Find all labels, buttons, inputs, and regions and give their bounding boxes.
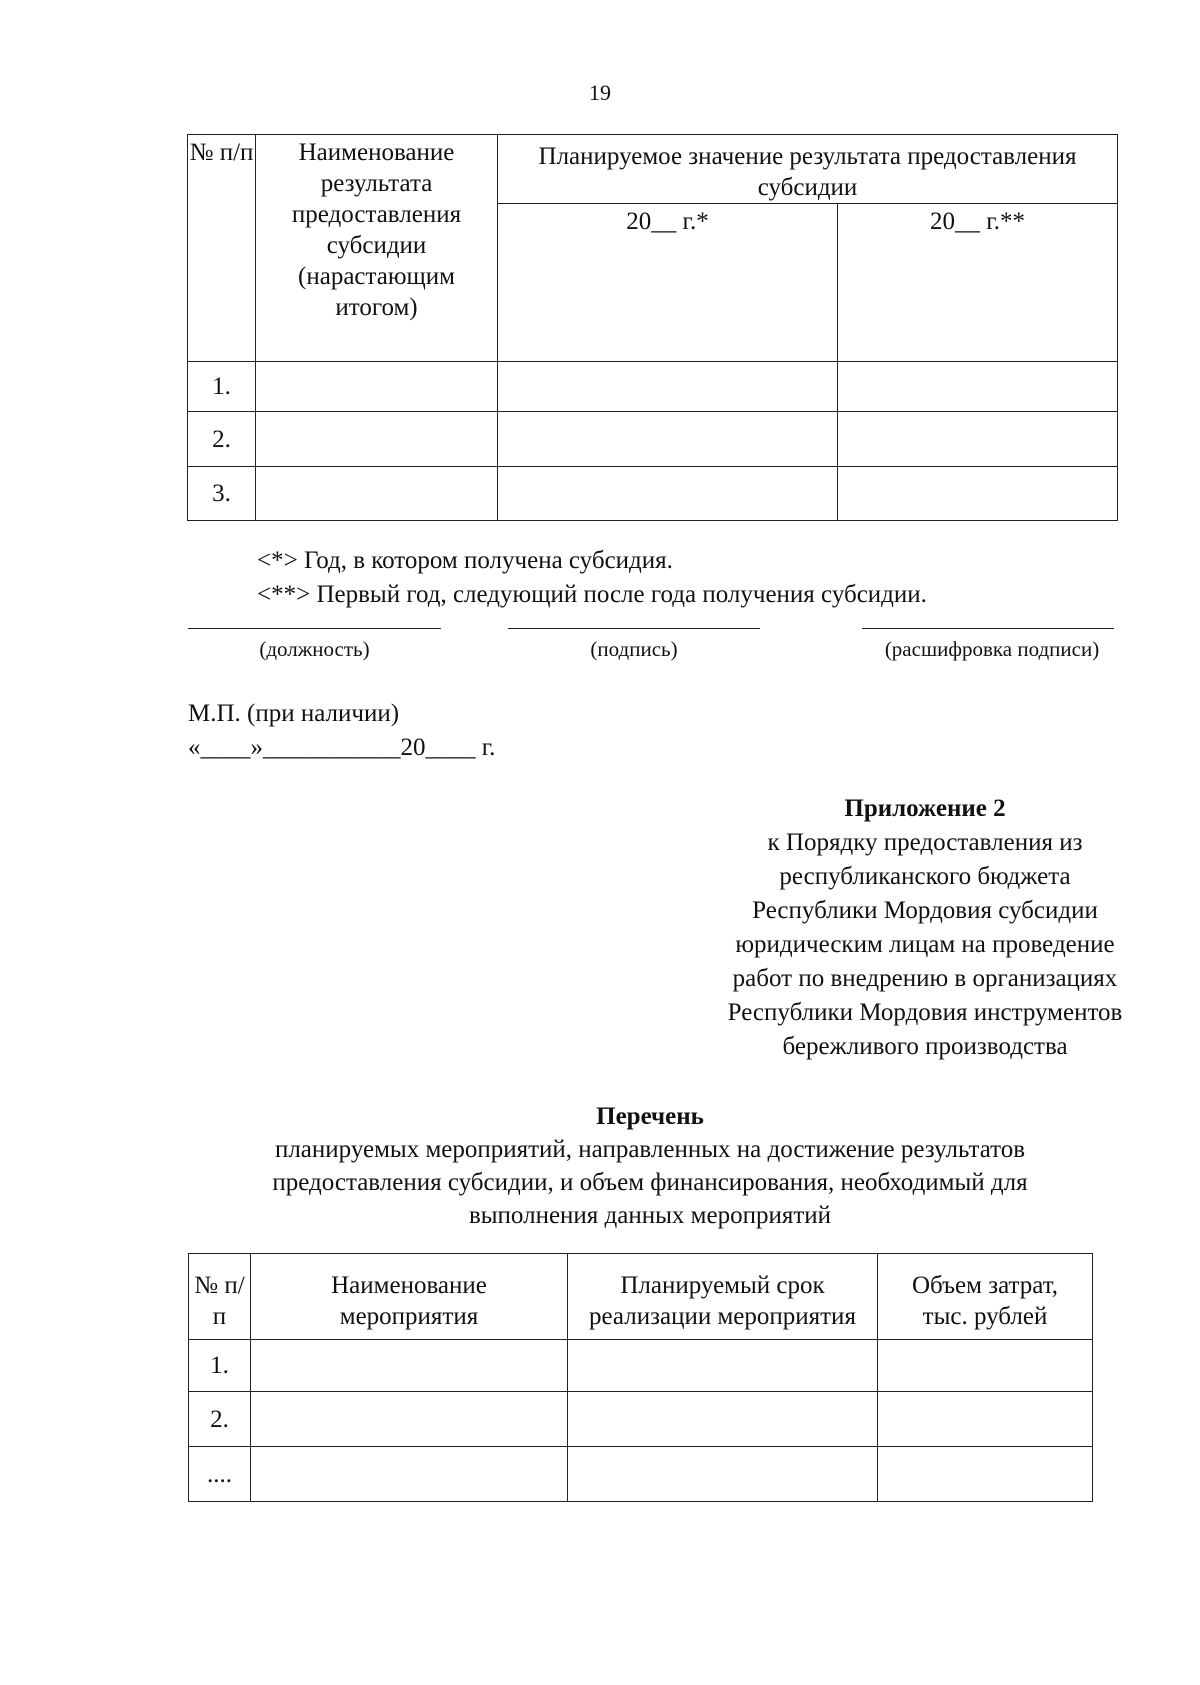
row-year-2 — [838, 412, 1118, 467]
row-cost — [878, 1447, 1093, 1502]
position-line — [188, 628, 441, 629]
appendix-line: бережливого производства — [782, 1033, 1068, 1060]
footnote-1: <*> Год, в котором получена субсидия. — [257, 547, 673, 574]
signature-line — [508, 628, 760, 629]
stamp-label: М.П. (при наличии) — [188, 700, 400, 727]
footnote-2: <**> Первый год, следующий после года получения субсидии. — [257, 581, 927, 608]
table-row — [188, 412, 1118, 467]
appendix-line: Республики Мордовия субсидии — [752, 897, 1098, 924]
row-name — [256, 467, 498, 521]
header-year-2: 20__ г.** — [838, 204, 1118, 362]
row-num: .... — [189, 1447, 251, 1502]
header-activity-name: Наименование мероприятия — [251, 1254, 568, 1340]
signature-label: (подпись) — [590, 637, 678, 661]
list-subtitle-line: предоставления субсидии, и объем финансирования, необходимый для — [272, 1169, 1028, 1196]
row-term — [568, 1392, 878, 1447]
table-row — [188, 467, 1118, 521]
row-cost — [878, 1340, 1093, 1392]
header-cost: Объем затрат, тыс. рублей — [878, 1254, 1093, 1340]
row-name — [251, 1447, 568, 1502]
row-year-2 — [838, 467, 1118, 521]
appendix-block — [680, 792, 1170, 1064]
row-term — [568, 1340, 878, 1392]
list-subtitle-line: выполнения данных мероприятий — [468, 1202, 832, 1229]
appendix-line: Республики Мордовия инструментов — [727, 999, 1123, 1026]
row-name — [251, 1340, 568, 1392]
table-row — [189, 1392, 1093, 1447]
header-num: № п/п — [188, 135, 256, 362]
row-num: 3. — [188, 467, 256, 521]
row-num: 1. — [188, 362, 256, 412]
decode-line — [862, 628, 1114, 629]
date-line: «____»___________20____ г. — [188, 734, 496, 761]
appendix-title: Приложение 2 — [844, 795, 1006, 822]
header-planned-value: Планируемое значение результата предоставления субсидии — [498, 135, 1118, 204]
header-year-1: 20__ г.* — [498, 204, 838, 362]
row-year-2 — [838, 362, 1118, 412]
list-subtitle-line: планируемых мероприятий, направленных на достижение результатов — [274, 1136, 1026, 1163]
appendix-line: республиканского бюджета — [779, 863, 1071, 890]
position-label: (должность) — [259, 637, 370, 661]
row-name — [251, 1392, 568, 1447]
page-number: 19 — [589, 80, 611, 105]
appendix-line: юридическим лицам на проведение — [735, 931, 1115, 958]
row-num: 2. — [189, 1392, 251, 1447]
row-year-1 — [498, 362, 838, 412]
row-year-1 — [498, 412, 838, 467]
table-row — [189, 1447, 1093, 1502]
row-num: 1. — [189, 1340, 251, 1392]
decode-label: (расшифровка подписи) — [884, 637, 1100, 661]
appendix-line: работ по внедрению в организациях — [732, 965, 1118, 992]
header-num: № п/п — [189, 1254, 251, 1340]
row-cost — [878, 1392, 1093, 1447]
header-result-name: Наименование результата предоставления субсидии (нарастающим итогом) — [256, 135, 498, 362]
list-heading — [0, 1100, 1200, 1232]
table-row — [189, 1340, 1093, 1392]
row-num: 2. — [188, 412, 256, 467]
results-table — [187, 134, 1118, 521]
table-row — [188, 362, 1118, 412]
row-name — [256, 412, 498, 467]
appendix-line: к Порядку предоставления из — [767, 829, 1083, 856]
row-term — [568, 1447, 878, 1502]
row-year-1 — [498, 467, 838, 521]
activities-table — [188, 1253, 1093, 1502]
row-name — [256, 362, 498, 412]
list-title: Перечень — [596, 1103, 704, 1130]
header-term: Планируемый срок реализации мероприятия — [568, 1254, 878, 1340]
